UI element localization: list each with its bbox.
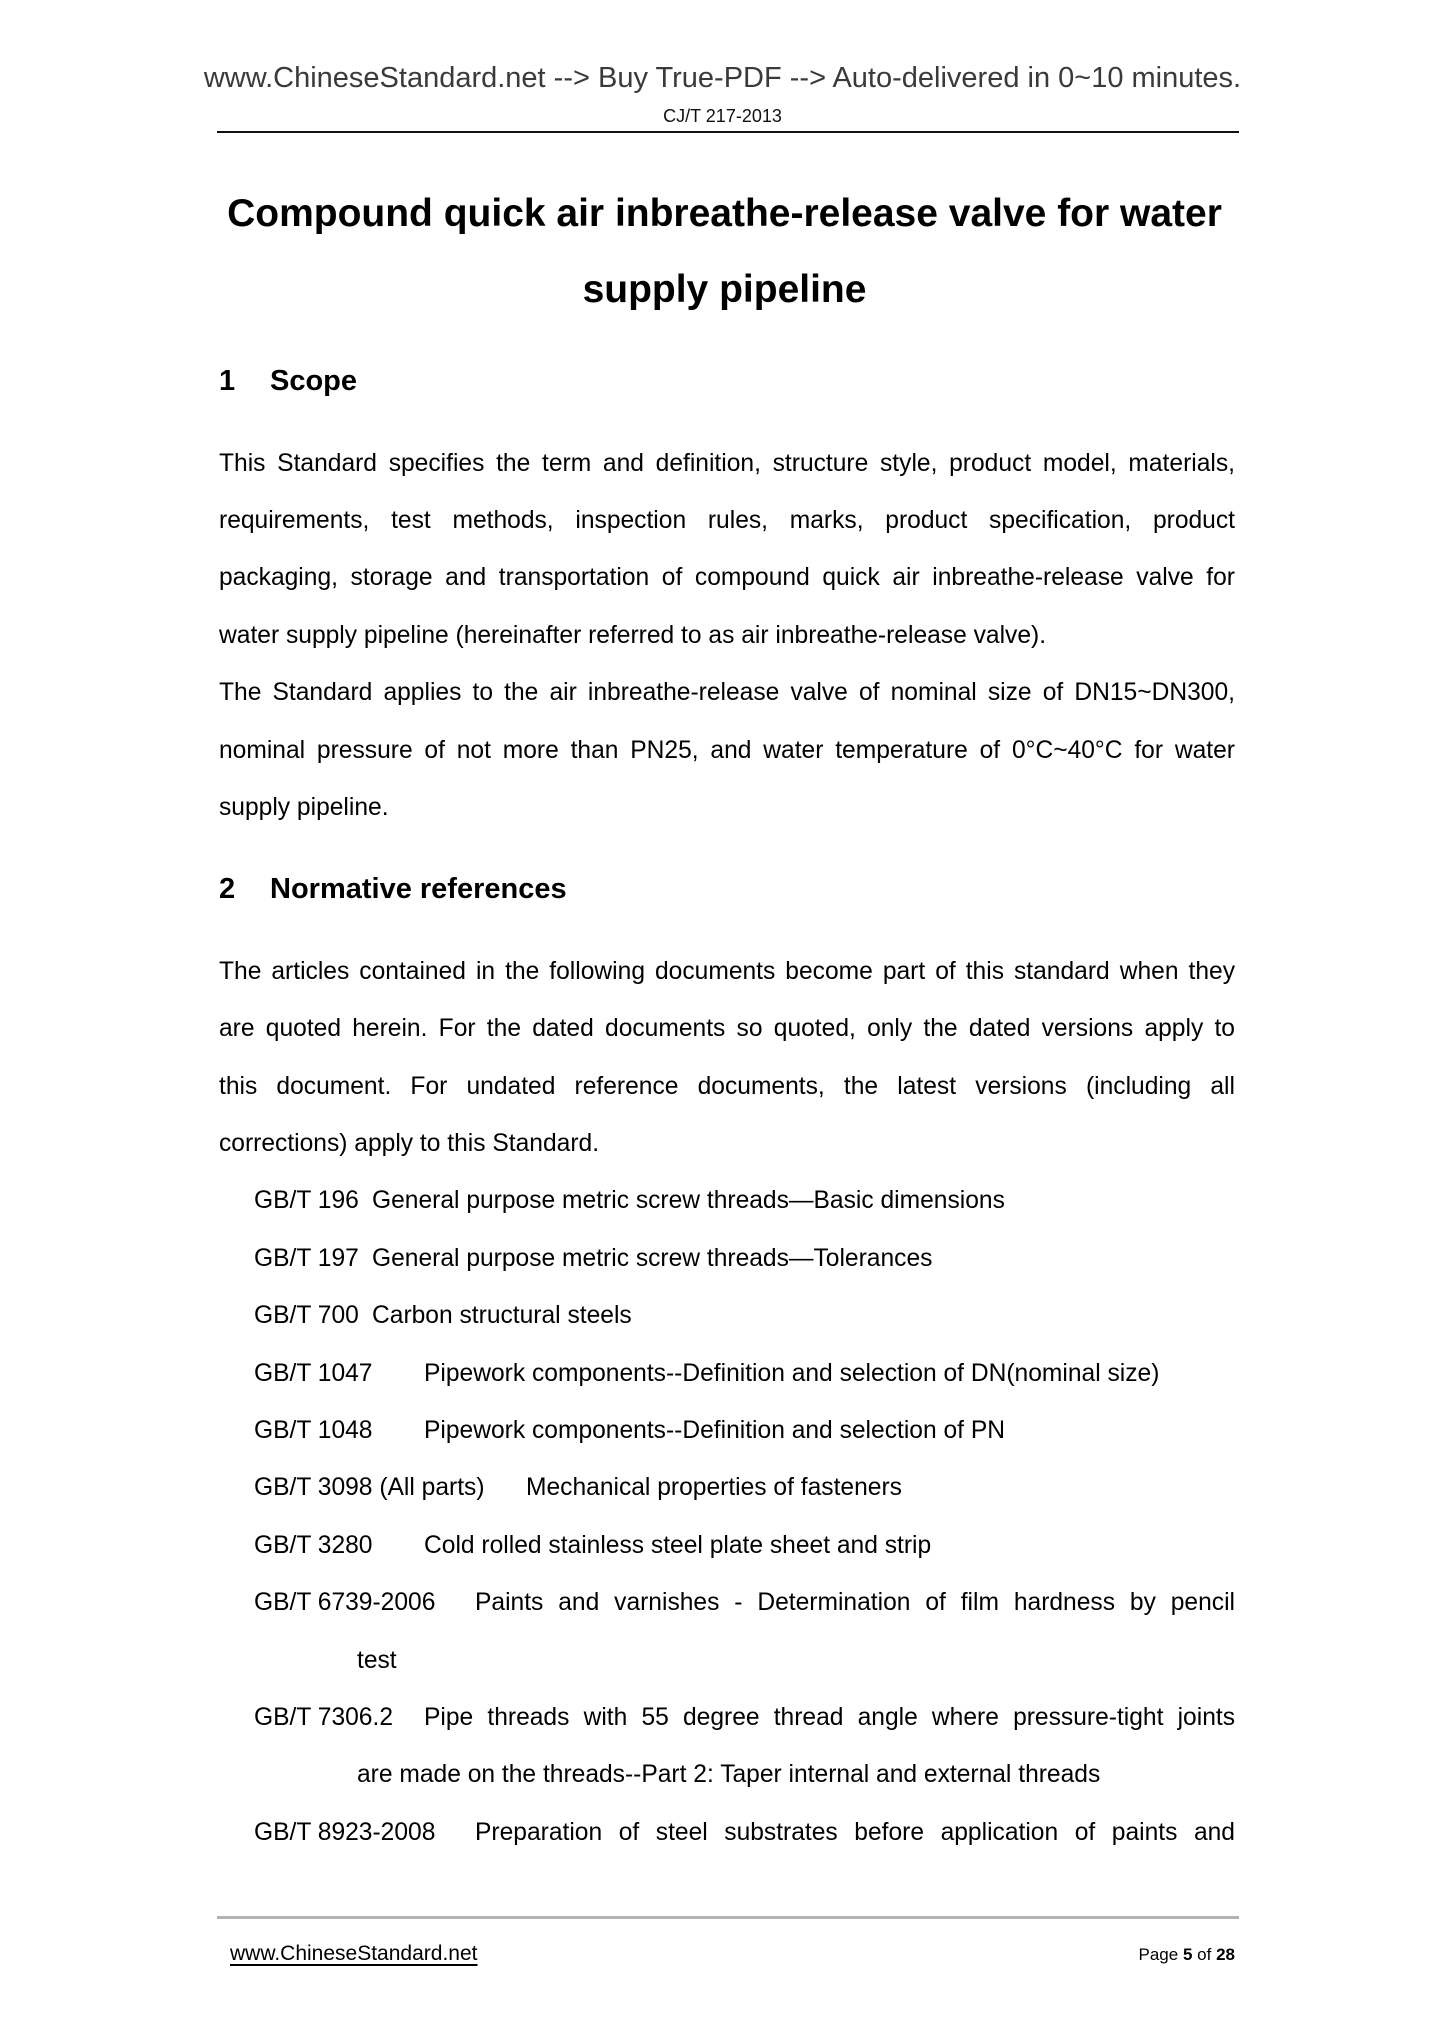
header-banner: www.ChineseStandard.net --> Buy True-PDF --> Auto-delivered in 0~10 minutes.: [203, 62, 1242, 94]
section-title: Normative references: [270, 872, 567, 905]
reference-item: [254, 1517, 1235, 1574]
reference-item: [254, 1172, 1235, 1229]
header-divider: [217, 131, 1239, 133]
title-line: supply pipeline: [582, 268, 867, 311]
reference-code: GB/T 700: [254, 1302, 359, 1330]
text-line: The articles contained in the following documents become part of this standard when they: [219, 957, 1235, 985]
reference-item: [254, 1689, 1235, 1746]
reference-code: GB/T 1047: [254, 1359, 373, 1387]
reference-continuation: are made on the threads--Part 2: Taper internal and external threads: [357, 1761, 1101, 1789]
text-line: this document. For undated reference documents, the latest versions (including all: [219, 1072, 1235, 1100]
page-total: 28: [1216, 1945, 1235, 1964]
text-line: packaging, storage and transportation of compound quick air inbreathe-release valve for: [219, 564, 1235, 592]
section-number: 2: [219, 872, 236, 905]
reference-item: [254, 1459, 1235, 1516]
reference-list: [254, 1172, 1235, 1861]
reference-code: GB/T 3280: [254, 1531, 373, 1559]
reference-item: [254, 1230, 1235, 1287]
document-title: [214, 176, 1235, 328]
text-line: are quoted herein. For the dated documents so quoted, only the dated versions apply to: [219, 1015, 1235, 1043]
reference-item: [254, 1345, 1235, 1402]
paragraph: [219, 943, 1235, 1173]
reference-code: GB/T 3098 (All parts): [254, 1474, 485, 1502]
text-line: nominal pressure of not more than PN25, and water temperature of 0°C~40°C for water: [219, 736, 1235, 764]
reference-title: General purpose metric screw threads—Basic dimensions: [372, 1187, 1005, 1215]
reference-title: Preparation of steel substrates before application of paints and: [475, 1818, 1235, 1846]
reference-code: GB/T 6739-2006: [254, 1589, 436, 1617]
title-line: Compound quick air inbreathe-release valve for water: [227, 192, 1222, 235]
text-line: corrections) apply to this Standard.: [219, 1130, 600, 1158]
text-line: water supply pipeline (hereinafter referred to as air inbreathe-release valve).: [219, 621, 1047, 649]
text-line: requirements, test methods, inspection rules, marks, product specification, product: [219, 506, 1235, 534]
document-body: [219, 176, 1235, 1861]
page-current: 5: [1182, 1945, 1193, 1964]
reference-title: Mechanical properties of fasteners: [526, 1474, 902, 1502]
footer-website-link[interactable]: www.ChineseStandard.net: [230, 1942, 478, 1965]
reference-continuation: test: [357, 1646, 397, 1674]
reference-item: [254, 1287, 1235, 1344]
reference-code: GB/T 196: [254, 1187, 359, 1215]
reference-title: Carbon structural steels: [372, 1302, 632, 1330]
reference-title: Pipework components--Definition and selection of DN(nominal size): [424, 1359, 1160, 1387]
reference-code: GB/T 1048: [254, 1417, 373, 1445]
section-heading-normative-references: [219, 861, 1235, 918]
paragraph: [219, 435, 1235, 665]
paragraph: [219, 664, 1235, 836]
reference-title: Pipe threads with 55 degree thread angle where pressure-tight joints: [424, 1703, 1235, 1731]
reference-item: [254, 1804, 1235, 1861]
footer-divider: [217, 1916, 1239, 1919]
section-title: Scope: [270, 364, 358, 397]
reference-code: GB/T 197: [254, 1244, 359, 1272]
section-heading-scope: [219, 353, 1235, 410]
standard-code: CJ/T 217-2013: [663, 106, 782, 126]
reference-title: Paints and varnishes - Determination of film hardness by pencil: [475, 1589, 1235, 1617]
section-number: 1: [219, 364, 236, 397]
text-line: supply pipeline.: [219, 793, 389, 821]
reference-item: [254, 1574, 1235, 1631]
reference-title: Pipework components--Definition and selection of PN: [424, 1417, 1005, 1445]
reference-code: GB/T 7306.2: [254, 1703, 394, 1731]
page-of-label: of: [1197, 1945, 1212, 1964]
reference-title: Cold rolled stainless steel plate sheet and strip: [424, 1531, 932, 1559]
reference-item: [254, 1402, 1235, 1459]
reference-code: GB/T 8923-2008: [254, 1818, 436, 1846]
reference-title: General purpose metric screw threads—Tolerances: [372, 1244, 933, 1272]
page-number: [1139, 1945, 1235, 1965]
text-line: This Standard specifies the term and definition, structure style, product model, materials,: [219, 449, 1235, 477]
page-label: Page: [1138, 1945, 1179, 1964]
text-line: The Standard applies to the air inbreathe-release valve of nominal size of DN15~DN300,: [219, 679, 1235, 707]
